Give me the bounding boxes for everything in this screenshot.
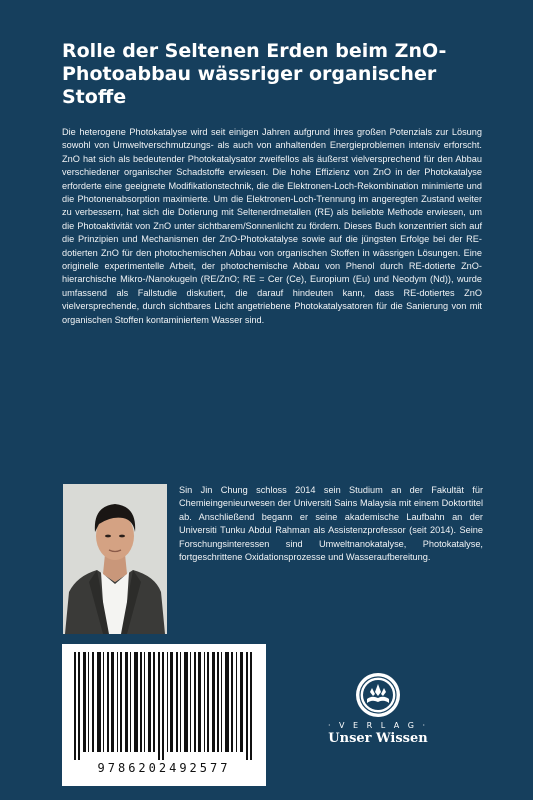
author-bio: Sin Jin Chung schloss 2014 sein Studium an der Fakultät für Chemieingenieurwesen der Universiti Sains Malaysia mit einem Doktortitel ab. Anschließend begann er seine akademische Laufbahn an der Universiti Tunku Abdul Rahman als Assistenzprofessor (seit 2014). Seine Forschungsinteressen sind Umweltnanokatalyse, Photokatalyse, fortgeschrittene Oxidationsprozesse und Wasseraufbereitung. — [179, 485, 483, 563]
isbn-barcode — [62, 644, 266, 786]
author-portrait — [63, 484, 167, 634]
book-description: Die heterogene Photokatalyse wird seit einigen Jahren aufgrund ihres großen Potenzials zur Lösung sowohl von Umweltverschmutzungs- als auch von anhaltenden Energieproblemen intensiv erforscht. ZnO hat sich als bedeutender Photokatalysator zweifellos als äußerst vielversprechend für den Abbau verschiedener organischer Schadstoffe erwiesen. Die hohe Effizienz von ZnO in der Photokatalyse erforderte eine geeignete Modifikationstechnik, die die Elektronen-Loch-Rekombination minimierte und die Photonenabsorption maximierte. Um die Elektronen-Loch-Trennung im angeregten Zustand weiter zu verbessern, hat sich die Dotierung mit Seltenerdmetallen (RE) als beliebte Methode erwiesen, um die Photoaktivität von ZnO unter sichtbarem/Sonnenlicht zu fördern. Dieses Buch konzentriert sich auf die Prinzipien und Mechanismen der ZnO-Photokatalyse sowie auf die jüngsten Erfolge bei der RE-dotierten ZnO für den photochemischen Abbau von organischen Stoffen in wässrigen Lösungen. Eine originelle experimentelle Arbeit, der photochemische Abbau von Phenol durch RE-dotierte ZnO-hierarchische Mikro-/Nanokugeln (RE/ZnO; RE = Cer (Ce), Europium (Eu) und Neodym (Nd)), wurde umfassend als Fallstudie diskutiert, die darauf hindeuten kann, dass RE-dotiertes ZnO vielversprechende, durch sichtbares Licht angetriebene Photokatalysatoren für die Sanierung von mit organischen Stoffen kontaminiertem Wasser sind. — [62, 127, 482, 325]
author-photo — [63, 484, 167, 634]
book-emblem-icon — [355, 672, 401, 718]
isbn-digits: 9786202492577 — [97, 761, 231, 775]
book-title: Rolle der Seltenen Erden beim ZnO-Photoabbau wässriger organischer Stoffe — [62, 40, 447, 108]
publisher-block — [318, 672, 438, 746]
publisher-verlag-label: · V E R L A G · — [327, 721, 429, 730]
barcode-icon — [70, 652, 258, 762]
publisher-name: Unser Wissen — [328, 731, 428, 746]
